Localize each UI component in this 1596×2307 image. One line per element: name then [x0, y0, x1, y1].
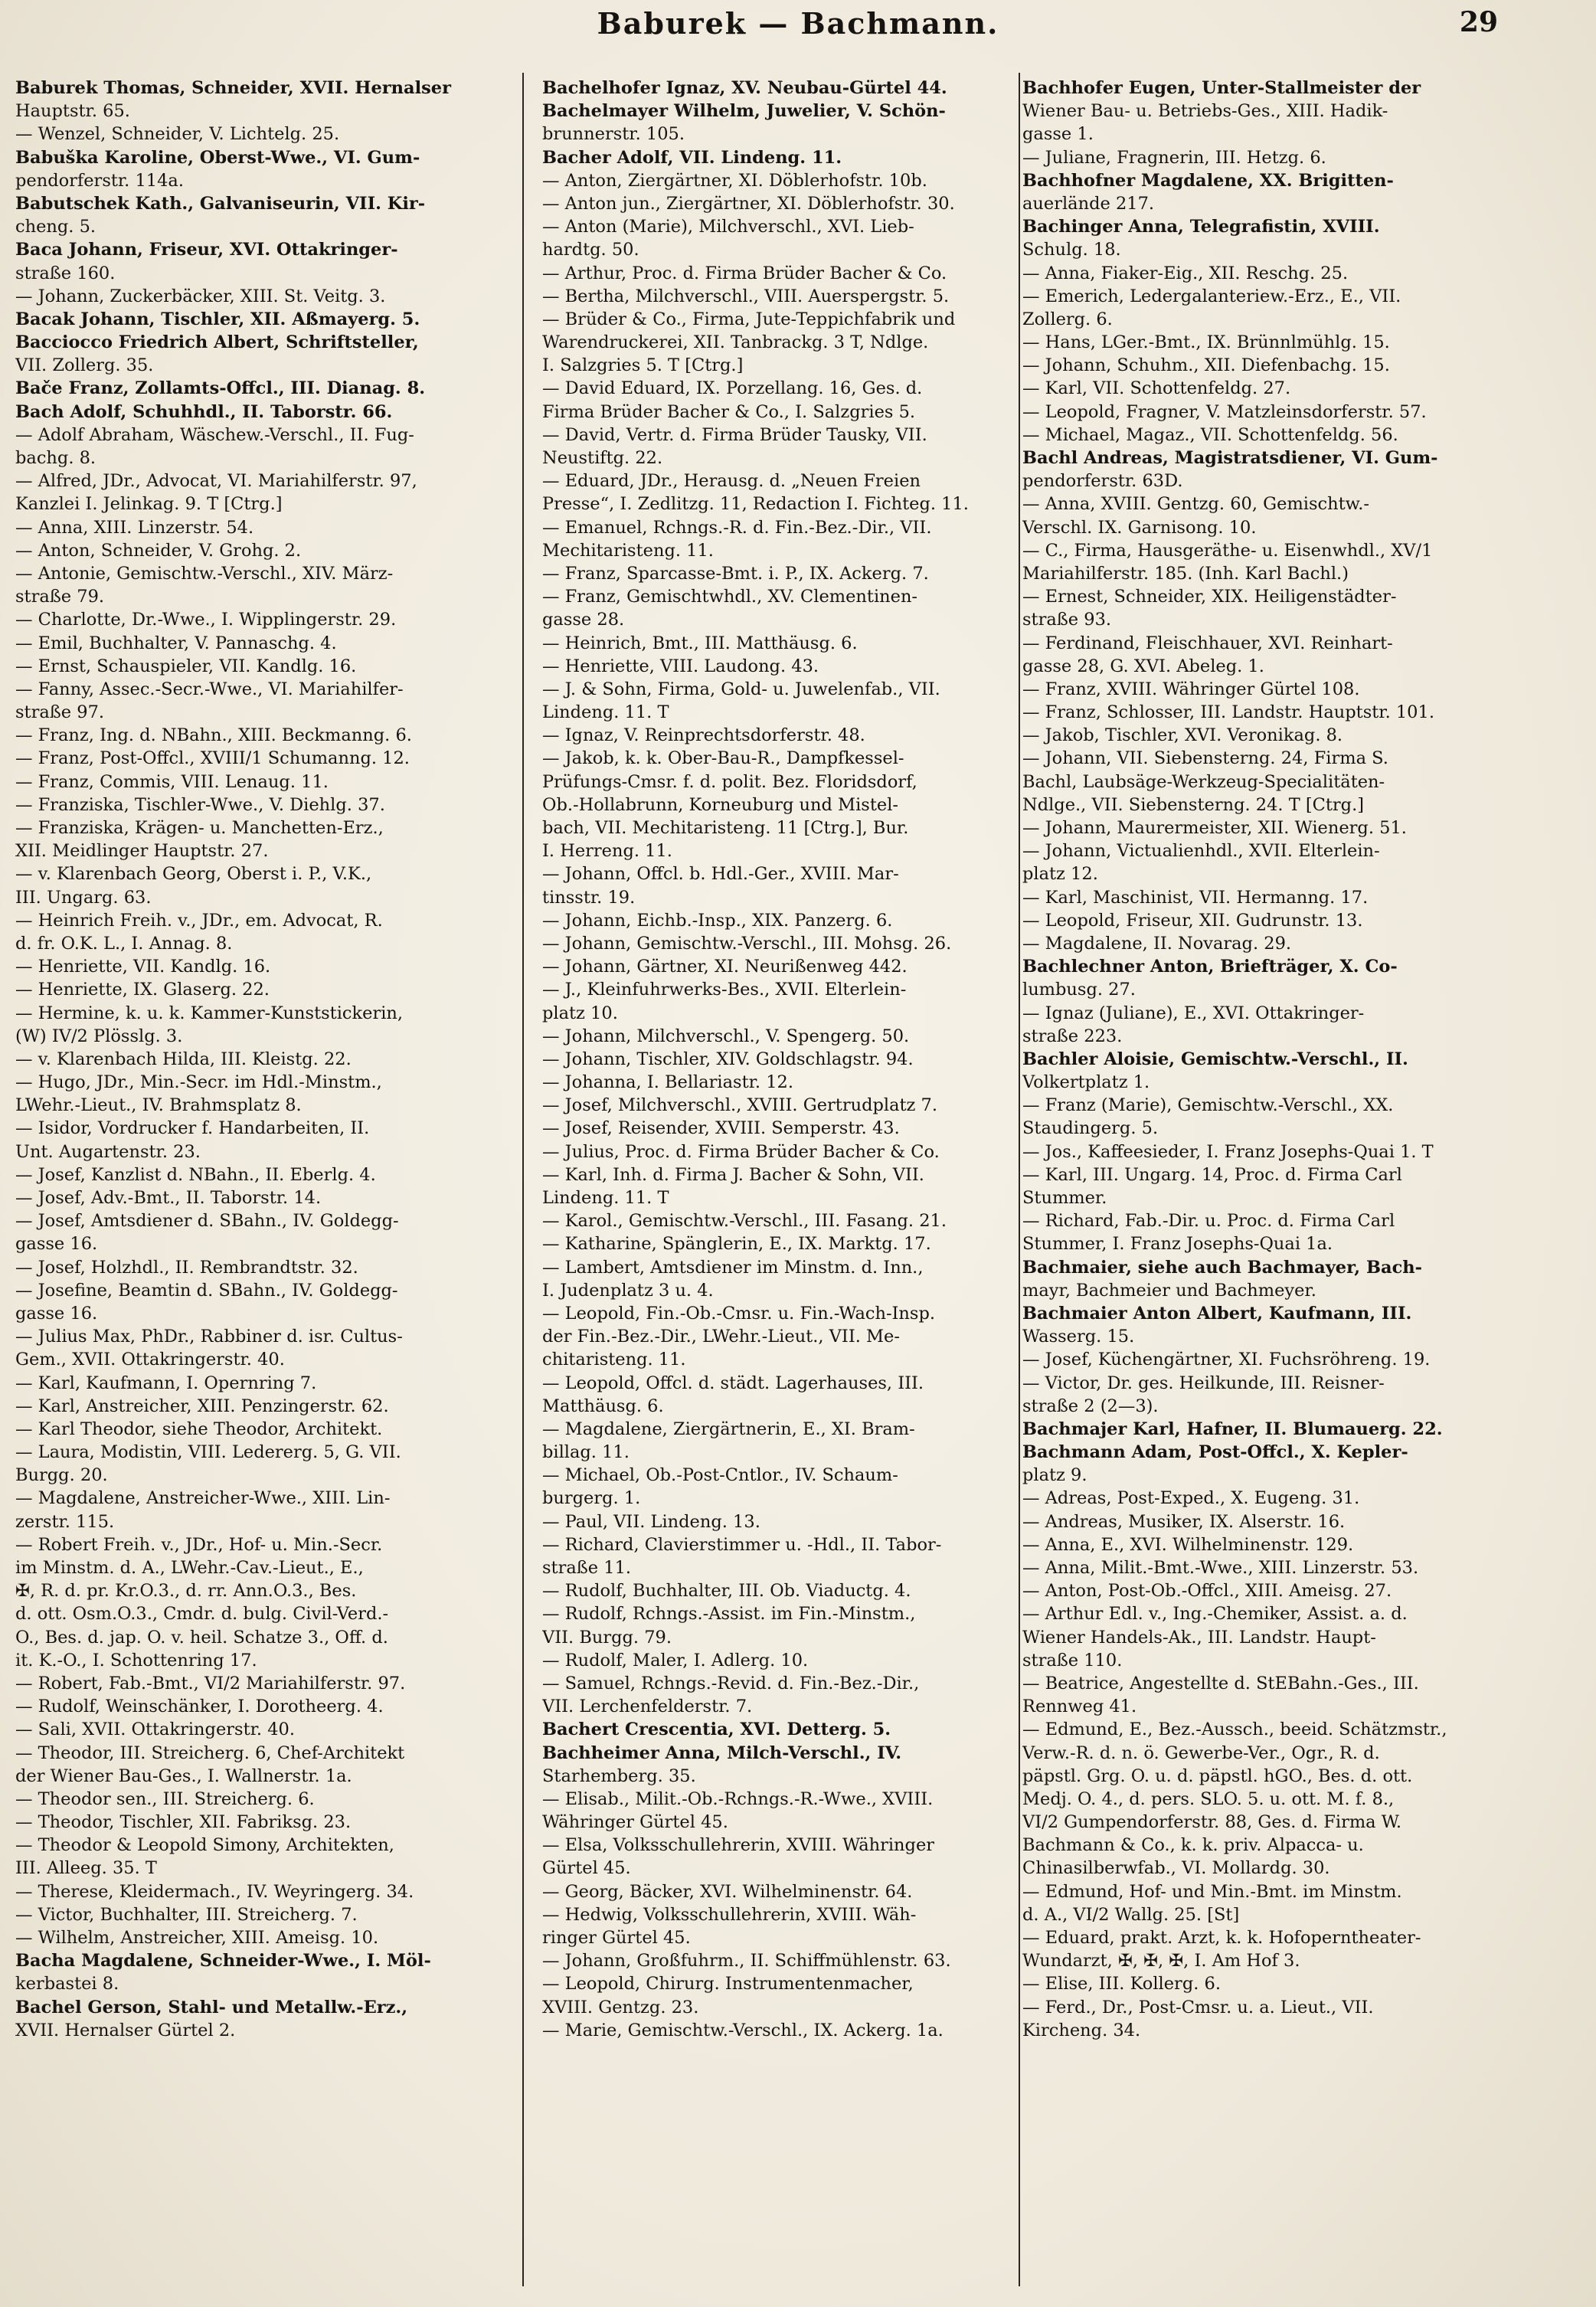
- directory-line: hardtg. 50.: [542, 240, 639, 260]
- directory-line: — Paul, VII. Lindeng. 13.: [542, 1511, 760, 1532]
- directory-line: — Magdalene, Ziergärtnerin, E., XI. Bram-: [542, 1419, 915, 1439]
- directory-line: — Ernest, Schneider, XIX. Heiligenstädter-: [1022, 587, 1397, 607]
- directory-line: — Leopold, Chirurg. Instrumentenmacher,: [542, 1974, 914, 1994]
- column-divider: [1019, 73, 1020, 2286]
- directory-line: I. Salzgries 5. T [Ctrg.]: [542, 355, 744, 376]
- directory-line: — Anton jun., Ziergärtner, XI. Döblerhofstr. 30.: [542, 193, 955, 214]
- directory-line: — Karl, VII. Schottenfeldg. 27.: [1022, 378, 1291, 399]
- directory-line: VI/2 Gumpendorferstr. 88, Ges. d. Firma W.: [1022, 1812, 1402, 1833]
- directory-line: Kircheng. 34.: [1022, 2020, 1141, 2040]
- directory-line: Verschl. IX. Garnisong. 10.: [1022, 517, 1257, 538]
- column-divider: [522, 73, 524, 2286]
- surname-entry: Bacha Magdalene, Schneider-Wwe., I. Möl-: [15, 1951, 431, 1972]
- directory-line: Stummer, I. Franz Josephs-Quai 1a.: [1022, 1234, 1333, 1255]
- surname-entry: Bacak Johann, Tischler, XII. Aßmayerg. 5.: [15, 309, 420, 329]
- directory-line: d. fr. O.K. L., I. Annag. 8.: [15, 933, 233, 954]
- directory-line: Burgg. 20.: [15, 1465, 108, 1486]
- page-header: [0, 5, 1596, 51]
- directory-line: — Magdalene, II. Novarag. 29.: [1022, 933, 1292, 954]
- directory-line: — Anton, Post-Ob.-Offcl., XIII. Ameisg. 27.: [1022, 1581, 1392, 1602]
- directory-line: — Samuel, Rchngs.-Revid. d. Fin.-Bez.-Dir.,: [542, 1673, 920, 1693]
- directory-line: — Adolf Abraham, Wäschew.-Verschl., II. Fug-: [15, 424, 414, 445]
- directory-line: — Michael, Ob.-Post-Cntlor., IV. Schaum-: [542, 1465, 898, 1486]
- directory-line: pendorferstr. 63D.: [1022, 471, 1183, 492]
- directory-line: — Isidor, Vordrucker f. Handarbeiten, II.: [15, 1118, 370, 1139]
- directory-line: Staudingerg. 5.: [1022, 1118, 1159, 1139]
- directory-line: — Ignaz (Juliane), E., XVI. Ottakringer-: [1022, 1003, 1365, 1023]
- directory-line: straße 11.: [542, 1558, 632, 1578]
- directory-line: — Karl Theodor, siehe Theodor, Architekt.: [15, 1419, 383, 1439]
- directory-line: — Josef, Küchengärtner, XI. Fuchsröhreng. 19.: [1022, 1350, 1431, 1370]
- directory-line: — Julius Max, PhDr., Rabbiner d. isr. Cultus-: [15, 1327, 403, 1347]
- directory-line: Stummer.: [1022, 1188, 1107, 1208]
- directory-line: Schulg. 18.: [1022, 240, 1121, 260]
- surname-entry: Bachmajer Karl, Hafner, II. Blumauerg. 22.: [1022, 1419, 1443, 1439]
- directory-line: — Emanuel, Rchngs.-R. d. Fin.-Bez.-Dir., VII.: [542, 517, 932, 538]
- surname-entry: Baca Johann, Friseur, XVI. Ottakringer-: [15, 240, 398, 260]
- directory-line: Neustiftg. 22.: [542, 448, 663, 468]
- surname-entry: Baburek Thomas, Schneider, XVII. Hernalser: [15, 78, 451, 98]
- directory-line: — Leopold, Fin.-Ob.-Cmsr. u. Fin.-Wach-Insp.: [542, 1303, 936, 1324]
- directory-line: — Hugo, JDr., Min.-Secr. im Hdl.-Minstm.,: [15, 1072, 382, 1093]
- directory-line: XII. Meidlinger Hauptstr. 27.: [15, 841, 269, 862]
- directory-line: — Leopold, Offcl. d. städt. Lagerhauses, III.: [542, 1373, 924, 1393]
- directory-line: Mechitaristeng. 11.: [542, 540, 714, 561]
- directory-line: straße 79.: [15, 587, 105, 607]
- directory-line: — Johann, Eichb.-Insp., XIX. Panzerg. 6.: [542, 910, 893, 931]
- directory-line: — Johanna, I. Bellariastr. 12.: [542, 1072, 793, 1093]
- surname-entry: Bachinger Anna, Telegrafistin, XVIII.: [1022, 217, 1380, 237]
- directory-line: — Julius, Proc. d. Firma Brüder Bacher & Co.: [542, 1141, 940, 1162]
- directory-line: — Victor, Buchhalter, III. Streicherg. 7.: [15, 1904, 358, 1925]
- column-right: [1022, 77, 1513, 2042]
- directory-line: Matthäusg. 6.: [542, 1396, 664, 1416]
- column-left: [15, 77, 505, 2042]
- directory-line: — Magdalene, Anstreicher-Wwe., XIII. Lin-: [15, 1488, 391, 1509]
- directory-line: — Theodor & Leopold Simony, Architekten,: [15, 1835, 394, 1856]
- directory-line: — Theodor, Tischler, XII. Fabriksg. 23.: [15, 1812, 352, 1833]
- directory-line: tinsstr. 19.: [542, 887, 636, 908]
- directory-line: — Johann, Zuckerbäcker, XIII. St. Veitg. 3.: [15, 286, 386, 306]
- directory-line: Bachmann & Co., k. k. priv. Alpacca- u.: [1022, 1835, 1364, 1856]
- directory-line: — Laura, Modistin, VIII. Ledererg. 5, G. VII.: [15, 1442, 401, 1463]
- surname-entry: Bachmaier Anton Albert, Kaufmann, III.: [1022, 1303, 1412, 1324]
- directory-line: — Katharine, Spänglerin, E., IX. Marktg. 17.: [542, 1234, 931, 1255]
- directory-line: päpstl. Grg. O. u. d. päpstl. hGO., Bes. d. ott.: [1022, 1765, 1413, 1786]
- directory-line: straße 97.: [15, 702, 105, 723]
- directory-line: — Johann, VII. Siebensterng. 24, Firma S.: [1022, 748, 1388, 769]
- directory-line: — Rudolf, Weinschänker, I. Dorotheerg. 4.: [15, 1697, 384, 1717]
- directory-line: Kanzlei I. Jelinkag. 9. T [Ctrg.]: [15, 494, 283, 515]
- directory-line: chitaristeng. 11.: [542, 1350, 686, 1370]
- directory-line: straße 2 (2—3).: [1022, 1396, 1159, 1416]
- directory-line: — Josef, Holzhdl., II. Rembrandtstr. 32.: [15, 1257, 358, 1278]
- directory-line: — Henriette, VII. Kandlg. 16.: [15, 957, 271, 977]
- directory-line: VII. Lerchenfelderstr. 7.: [542, 1697, 753, 1717]
- directory-line: — Johann, Gemischtw.-Verschl., III. Mohsg. 26.: [542, 933, 952, 954]
- directory-line: — Johann, Milchverschl., V. Spengerg. 50.: [542, 1026, 910, 1046]
- surname-entry: Babuška Karoline, Oberst-Wwe., VI. Gum-: [15, 147, 420, 168]
- directory-line: I. Judenplatz 3 u. 4.: [542, 1280, 714, 1301]
- directory-line: — Lambert, Amtsdiener im Minstm. d. Inn.,: [542, 1257, 924, 1278]
- directory-line: — Hermine, k. u. k. Kammer-Kunststickerin,: [15, 1003, 404, 1023]
- directory-line: — Johann, Victualienhdl., XVII. Elterlein-: [1022, 841, 1380, 862]
- directory-line: — Rudolf, Rchngs.-Assist. im Fin.-Minstm.,: [542, 1604, 916, 1625]
- surname-entry: Bachler Aloisie, Gemischtw.-Verschl., II.: [1022, 1049, 1408, 1069]
- directory-line: Wasserg. 15.: [1022, 1327, 1135, 1347]
- directory-line: VII. Burgg. 79.: [542, 1627, 672, 1648]
- surname-entry: Babutschek Kath., Galvaniseurin, VII. Kir-: [15, 193, 426, 214]
- directory-line: — Andreas, Musiker, IX. Alserstr. 16.: [1022, 1511, 1346, 1532]
- directory-line: — Franziska, Krägen- u. Manchetten-Erz.,: [15, 818, 384, 838]
- directory-line: — Franz, Commis, VIII. Lenaug. 11.: [15, 771, 329, 792]
- directory-line: I. Herreng. 11.: [542, 841, 672, 862]
- directory-line: Verw.-R. d. n. ö. Gewerbe-Ver., Ogr., R. d.: [1022, 1743, 1380, 1763]
- directory-line: — Johann, Tischler, XIV. Goldschlagstr. 94.: [542, 1049, 914, 1069]
- directory-line: Gem., XVII. Ottakringerstr. 40.: [15, 1350, 285, 1370]
- directory-line: — David, Vertr. d. Firma Brüder Tausky, VII.: [542, 424, 927, 445]
- directory-line: pendorferstr. 114a.: [15, 170, 185, 191]
- directory-line: — Juliane, Fragnerin, III. Hetzg. 6.: [1022, 147, 1326, 168]
- directory-line: Presse“, I. Zedlitzg. 11, Redaction I. Fichteg. 11.: [542, 494, 969, 515]
- directory-line: — Karl, III. Ungarg. 14, Proc. d. Firma Carl: [1022, 1164, 1402, 1185]
- directory-line: — Johann, Gärtner, XI. Neurißenweg 442.: [542, 957, 908, 977]
- directory-line: Volkertplatz 1.: [1022, 1072, 1150, 1093]
- directory-line: — Elisab., Milit.-Ob.-Rchngs.-R.-Wwe., XVIII.: [542, 1788, 934, 1809]
- directory-line: — Richard, Clavierstimmer u. -Hdl., II. Tabor-: [542, 1534, 942, 1555]
- directory-line: Prüfungs-Cmsr. f. d. polit. Bez. Floridsdorf,: [542, 771, 917, 792]
- directory-line: — Fanny, Assec.-Secr.-Wwe., VI. Mariahilfer-: [15, 679, 404, 699]
- directory-line: — Josef, Milchverschl., XVIII. Gertrudplatz 7.: [542, 1095, 938, 1116]
- directory-line: Wundarzt, ✠, ✠, ✠, I. Am Hof 3.: [1022, 1951, 1300, 1972]
- directory-line: — Brüder & Co., Firma, Jute-Teppichfabrik und: [542, 309, 956, 329]
- directory-line: — Emil, Buchhalter, V. Pannaschg. 4.: [15, 633, 337, 653]
- directory-line: — Josef, Amtsdiener d. SBahn., IV. Goldegg-: [15, 1211, 399, 1232]
- surname-entry: Bachelmayer Wilhelm, Juwelier, V. Schön-: [542, 101, 946, 122]
- directory-line: — Franz, Sparcasse-Bmt. i. P., IX. Ackerg. 7.: [542, 563, 929, 584]
- directory-line: LWehr.-Lieut., IV. Brahmsplatz 8.: [15, 1095, 302, 1116]
- directory-line: — Anna, Fiaker-Eig., XII. Reschg. 25.: [1022, 263, 1349, 283]
- directory-line: Unt. Augartenstr. 23.: [15, 1141, 201, 1162]
- directory-line: — Michael, Magaz., VII. Schottenfeldg. 56.: [1022, 424, 1398, 445]
- directory-line: XVIII. Gentzg. 23.: [542, 1997, 699, 2017]
- directory-line: — Charlotte, Dr.-Wwe., I. Wipplingerstr. 29.: [15, 610, 397, 630]
- directory-line: billag. 11.: [542, 1442, 630, 1463]
- directory-line: — Theodor, III. Streicherg. 6, Chef-Architekt: [15, 1743, 405, 1763]
- directory-line: — Ferd., Dr., Post-Cmsr. u. a. Lieut., VII.: [1022, 1997, 1374, 2017]
- directory-line: — Georg, Bäcker, XVI. Wilhelminenstr. 64.: [542, 1881, 913, 1902]
- directory-line: — Anna, XVIII. Gentzg. 60, Gemischtw.-: [1022, 494, 1369, 515]
- directory-line: — Marie, Gemischtw.-Verschl., IX. Ackerg. 1a.: [542, 2020, 944, 2040]
- directory-line: — Franz (Marie), Gemischtw.-Verschl., XX.: [1022, 1095, 1394, 1116]
- directory-line: Mariahilferstr. 185. (Inh. Karl Bachl.): [1022, 563, 1349, 584]
- directory-line: Bachl, Laubsäge-Werkzeug-Specialitäten-: [1022, 771, 1385, 792]
- directory-line: bachg. 8.: [15, 448, 96, 468]
- directory-line: — Jakob, Tischler, XVI. Veronikag. 8.: [1022, 725, 1343, 746]
- directory-line: — Leopold, Friseur, XII. Gudrunstr. 13.: [1022, 910, 1363, 931]
- directory-line: — Robert, Fab.-Bmt., VI/2 Mariahilferstr. 97.: [15, 1673, 406, 1693]
- directory-line: — Beatrice, Angestellte d. StEBahn.-Ges., III.: [1022, 1673, 1419, 1693]
- surname-entry: Bachhofner Magdalene, XX. Brigitten-: [1022, 170, 1394, 191]
- directory-line: — Johann, Großfuhrm., II. Schiffmühlenstr. 63.: [542, 1951, 951, 1972]
- surname-entry: Bachel Gerson, Stahl- und Metallw.-Erz.,: [15, 1997, 408, 2017]
- directory-line: — v. Klarenbach Georg, Oberst i. P., V.K.,: [15, 864, 372, 885]
- directory-line: — Heinrich Freih. v., JDr., em. Advocat, R.: [15, 910, 383, 931]
- directory-line: Warendruckerei, XII. Tanbrackg. 3 T, Ndlge.: [542, 332, 929, 353]
- directory-line: der Wiener Bau-Ges., I. Wallnerstr. 1a.: [15, 1765, 352, 1786]
- directory-line: — Karl, Maschinist, VII. Hermanng. 17.: [1022, 887, 1369, 908]
- directory-line: d. A., VI/2 Wallg. 25. [St]: [1022, 1904, 1240, 1925]
- surname-entry: Bachelhofer Ignaz, XV. Neubau-Gürtel 44.: [542, 78, 947, 98]
- directory-line: — Richard, Fab.-Dir. u. Proc. d. Firma Carl: [1022, 1211, 1395, 1232]
- directory-line: burgerg. 1.: [542, 1488, 641, 1509]
- directory-line: — v. Klarenbach Hilda, III. Kleistg. 22.: [15, 1049, 352, 1069]
- directory-line: ✠, R. d. pr. Kr.O.3., d. rr. Ann.O.3., Bes.: [15, 1581, 357, 1602]
- directory-line: — J., Kleinfuhrwerks-Bes., XVII. Elterlein-: [542, 980, 907, 1000]
- directory-line: — Wenzel, Schneider, V. Lichtelg. 25.: [15, 124, 340, 145]
- surname-entry: Bacciocco Friedrich Albert, Schriftsteller,: [15, 332, 419, 353]
- directory-line: — Eduard, JDr., Herausg. d. „Neuen Freien: [542, 471, 921, 492]
- directory-line: Hauptstr. 65.: [15, 101, 130, 122]
- directory-line: — Elise, III. Kollerg. 6.: [1022, 1974, 1221, 1994]
- directory-line: Ob.-Hollabrunn, Korneuburg und Mistel-: [542, 794, 898, 815]
- column-middle: [542, 77, 1017, 2042]
- directory-line: — Karl, Anstreicher, XIII. Penzingerstr. 62.: [15, 1396, 389, 1416]
- directory-line: — Eduard, prakt. Arzt, k. k. Hofoperntheater-: [1022, 1928, 1421, 1948]
- directory-line: — Heinrich, Bmt., III. Matthäusg. 6.: [542, 633, 858, 653]
- directory-line: platz 10.: [542, 1003, 618, 1023]
- surname-entry: Bachlechner Anton, Briefträger, X. Co-: [1022, 957, 1398, 977]
- directory-line: auerlände 217.: [1022, 193, 1155, 214]
- directory-line: platz 12.: [1022, 864, 1098, 885]
- directory-line: — Adreas, Post-Exped., X. Eugeng. 31.: [1022, 1488, 1360, 1509]
- directory-line: — Edmund, E., Bez.-Aussch., beeid. Schätzmstr.,: [1022, 1720, 1447, 1740]
- directory-line: — C., Firma, Hausgeräthe- u. Eisenwhdl., XV/1: [1022, 540, 1433, 561]
- directory-line: der Fin.-Bez.-Dir., LWehr.-Lieut., VII. Me-: [542, 1327, 900, 1347]
- directory-line: — Anton, Schneider, V. Grohg. 2.: [15, 540, 302, 561]
- directory-line: III. Ungarg. 63.: [15, 887, 152, 908]
- directory-line: — Karl, Inh. d. Firma J. Bacher & Sohn, VII.: [542, 1164, 924, 1185]
- directory-line: — Jos., Kaffeesieder, I. Franz Josephs-Quai 1. T: [1022, 1141, 1434, 1162]
- directory-line: Gürtel 45.: [542, 1858, 631, 1879]
- directory-line: — Robert Freih. v., JDr., Hof- u. Min.-Secr.: [15, 1534, 383, 1555]
- directory-line: Rennweg 41.: [1022, 1697, 1137, 1717]
- running-head: Baburek — Bachmann.: [597, 6, 999, 41]
- directory-line: — Josef, Adv.-Bmt., II. Taborstr. 14.: [15, 1188, 322, 1208]
- directory-line: — Josef, Reisender, XVIII. Semperstr. 43.: [542, 1118, 900, 1139]
- surname-entry: Bacher Adolf, VII. Lindeng. 11.: [542, 147, 842, 168]
- directory-line: — Franz, Post-Offcl., XVIII/1 Schumanng. 12.: [15, 748, 410, 769]
- directory-line: — Antonie, Gemischtw.-Verschl., XIV. März-: [15, 563, 394, 584]
- directory-line: Lindeng. 11. T: [542, 702, 669, 723]
- directory-line: Wiener Handels-Ak., III. Landstr. Haupt-: [1022, 1627, 1376, 1648]
- directory-line: — Theodor sen., III. Streicherg. 6.: [15, 1788, 315, 1809]
- surname-entry: Bachmaier, siehe auch Bachmayer, Bach-: [1022, 1257, 1422, 1278]
- directory-line: platz 9.: [1022, 1465, 1087, 1486]
- directory-line: brunnerstr. 105.: [542, 124, 685, 145]
- directory-line: O., Bes. d. jap. O. v. heil. Schatze 3., Off. d.: [15, 1627, 388, 1648]
- directory-line: bach, VII. Mechitaristeng. 11 [Ctrg.], Bur.: [542, 818, 909, 838]
- directory-line: gasse 16.: [15, 1234, 98, 1255]
- directory-line: — Hans, LGer.-Bmt., IX. Brünnlmühlg. 15.: [1022, 332, 1390, 353]
- directory-line: gasse 16.: [15, 1303, 98, 1324]
- directory-line: — J. & Sohn, Firma, Gold- u. Juwelenfab., VII.: [542, 679, 940, 699]
- directory-line: — Ignaz, V. Reinprechtsdorferstr. 48.: [542, 725, 865, 746]
- directory-line: — Jakob, k. k. Ober-Bau-R., Dampfkessel-: [542, 748, 904, 769]
- directory-line: III. Alleeg. 35. T: [15, 1858, 157, 1879]
- directory-line: — Karol., Gemischtw.-Verschl., III. Fasang. 21.: [542, 1211, 947, 1232]
- directory-line: d. ott. Osm.O.3., Cmdr. d. bulg. Civil-Verd.-: [15, 1604, 389, 1625]
- directory-line: gasse 28.: [542, 610, 625, 630]
- directory-line: — Franz, Gemischtwhdl., XV. Clementinen-: [542, 587, 918, 607]
- directory-line: lumbusg. 27.: [1022, 980, 1136, 1000]
- directory-line: — Franz, Schlosser, III. Landstr. Hauptstr. 101.: [1022, 702, 1434, 723]
- directory-line: — Leopold, Fragner, V. Matzleinsdorferstr. 57.: [1022, 401, 1427, 422]
- directory-line: — Franziska, Tischler-Wwe., V. Diehlg. 37.: [15, 794, 385, 815]
- directory-line: — Josefine, Beamtin d. SBahn., IV. Goldegg-: [15, 1280, 398, 1301]
- directory-line: zerstr. 115.: [15, 1511, 115, 1532]
- directory-line: — Therese, Kleidermach., IV. Weyringerg. 34.: [15, 1881, 414, 1902]
- directory-line: straße 160.: [15, 263, 116, 283]
- directory-line: straße 110.: [1022, 1650, 1123, 1671]
- directory-line: Firma Brüder Bacher & Co., I. Salzgries 5.: [542, 401, 916, 422]
- directory-line: gasse 1.: [1022, 124, 1094, 145]
- directory-line: — Bertha, Milchverschl., VIII. Auerspergstr. 5.: [542, 286, 950, 306]
- directory-line: — Anna, E., XVI. Wilhelminenstr. 129.: [1022, 1534, 1354, 1555]
- directory-line: — Henriette, IX. Glaserg. 22.: [15, 980, 270, 1000]
- surname-entry: Bachheimer Anna, Milch-Verschl., IV.: [542, 1743, 902, 1763]
- directory-line: cheng. 5.: [15, 217, 96, 237]
- directory-line: — Ferdinand, Fleischhauer, XVI. Reinhart-: [1022, 633, 1393, 653]
- directory-line: — Johann, Maurermeister, XII. Wienerg. 51.: [1022, 818, 1407, 838]
- directory-line: — Edmund, Hof- und Min.-Bmt. im Minstm.: [1022, 1881, 1402, 1902]
- directory-line: (W) IV/2 Plösslg. 3.: [15, 1026, 183, 1046]
- directory-line: — Anna, XIII. Linzerstr. 54.: [15, 517, 254, 538]
- directory-line: gasse 28, G. XVI. Abeleg. 1.: [1022, 656, 1264, 676]
- directory-line: straße 93.: [1022, 610, 1112, 630]
- directory-line: Währinger Gürtel 45.: [542, 1812, 728, 1833]
- directory-line: it. K.-O., I. Schottenring 17.: [15, 1650, 257, 1671]
- directory-line: — Wilhelm, Anstreicher, XIII. Ameisg. 10.: [15, 1928, 379, 1948]
- directory-line: — Rudolf, Maler, I. Adlerg. 10.: [542, 1650, 809, 1671]
- directory-line: — Alfred, JDr., Advocat, VI. Mariahilferstr. 97,: [15, 471, 417, 492]
- directory-line: Ndlge., VII. Siebensterng. 24. T [Ctrg.]: [1022, 794, 1365, 815]
- directory-line: — Arthur, Proc. d. Firma Brüder Bacher & Co.: [542, 263, 947, 283]
- directory-line: VII. Zollerg. 35.: [15, 355, 154, 376]
- directory-line: Zollerg. 6.: [1022, 309, 1113, 329]
- surname-entry: Bach Adolf, Schuhhdl., II. Taborstr. 66.: [15, 401, 393, 422]
- directory-line: — Emerich, Ledergalanteriew.-Erz., E., VII.: [1022, 286, 1401, 306]
- directory-line: — Victor, Dr. ges. Heilkunde, III. Reisner-: [1022, 1373, 1385, 1393]
- directory-line: mayr, Bachmeier und Bachmeyer.: [1022, 1280, 1316, 1301]
- directory-line: — Josef, Kanzlist d. NBahn., II. Eberlg. 4.: [15, 1164, 376, 1185]
- directory-line: ringer Gürtel 45.: [542, 1928, 691, 1948]
- directory-line: kerbastei 8.: [15, 1974, 119, 1994]
- directory-line: — Franz, XVIII. Währinger Gürtel 108.: [1022, 679, 1360, 699]
- directory-line: — Ernst, Schauspieler, VII. Kandlg. 16.: [15, 656, 357, 676]
- surname-entry: Bachmann Adam, Post-Offcl., X. Kepler-: [1022, 1442, 1408, 1463]
- directory-line: — Johann, Schuhm., XII. Diefenbachg. 15.: [1022, 355, 1390, 376]
- directory-line: — Rudolf, Buchhalter, III. Ob. Viaductg. 4.: [542, 1581, 911, 1602]
- directory-line: — Franz, Ing. d. NBahn., XIII. Beckmanng. 6.: [15, 725, 412, 746]
- directory-line: straße 223.: [1022, 1026, 1123, 1046]
- directory-line: Lindeng. 11. T: [542, 1188, 669, 1208]
- directory-line: im Minstm. d. A., LWehr.-Cav.-Lieut., E.,: [15, 1558, 364, 1578]
- surname-entry: Bachl Andreas, Magistratsdiener, VI. Gum-: [1022, 448, 1438, 468]
- directory-line: — Elsa, Volksschullehrerin, XVIII. Währinger: [542, 1835, 935, 1856]
- directory-line: — Hedwig, Volksschullehrerin, XVIII. Wäh-: [542, 1904, 917, 1925]
- directory-line: Starhemberg. 35.: [542, 1765, 696, 1786]
- directory-line: — David Eduard, IX. Porzellang. 16, Ges. d.: [542, 378, 923, 399]
- directory-line: XVII. Hernalser Gürtel 2.: [15, 2020, 236, 2040]
- surname-entry: Bachert Crescentia, XVI. Detterg. 5.: [542, 1720, 891, 1740]
- page-number: 29: [1459, 6, 1498, 38]
- surname-entry: Bače Franz, Zollamts-Offcl., III. Dianag. 8.: [15, 378, 426, 399]
- directory-line: — Anton (Marie), Milchverschl., XVI. Lieb-: [542, 217, 914, 237]
- directory-line: — Sali, XVII. Ottakringerstr. 40.: [15, 1720, 295, 1740]
- directory-line: — Karl, Kaufmann, I. Opernring 7.: [15, 1373, 317, 1393]
- directory-line: — Arthur Edl. v., Ing.-Chemiker, Assist. a. d.: [1022, 1604, 1408, 1625]
- directory-line: — Anna, Milit.-Bmt.-Wwe., XIII. Linzerstr. 53.: [1022, 1558, 1419, 1578]
- surname-entry: Bachhofer Eugen, Unter-Stallmeister der: [1022, 78, 1421, 98]
- directory-line: — Johann, Offcl. b. Hdl.-Ger., XVIII. Mar-: [542, 864, 899, 885]
- directory-line: — Henriette, VIII. Laudong. 43.: [542, 656, 819, 676]
- directory-line: Medj. O. 4., d. pers. SLO. 5. u. ott. M. f. 8.,: [1022, 1788, 1395, 1809]
- directory-line: — Anton, Ziergärtner, XI. Döblerhofstr. 10b.: [542, 170, 927, 191]
- directory-line: Wiener Bau- u. Betriebs-Ges., XIII. Hadik-: [1022, 101, 1388, 122]
- directory-line: Chinasilberwfab., VI. Mollardg. 30.: [1022, 1858, 1330, 1879]
